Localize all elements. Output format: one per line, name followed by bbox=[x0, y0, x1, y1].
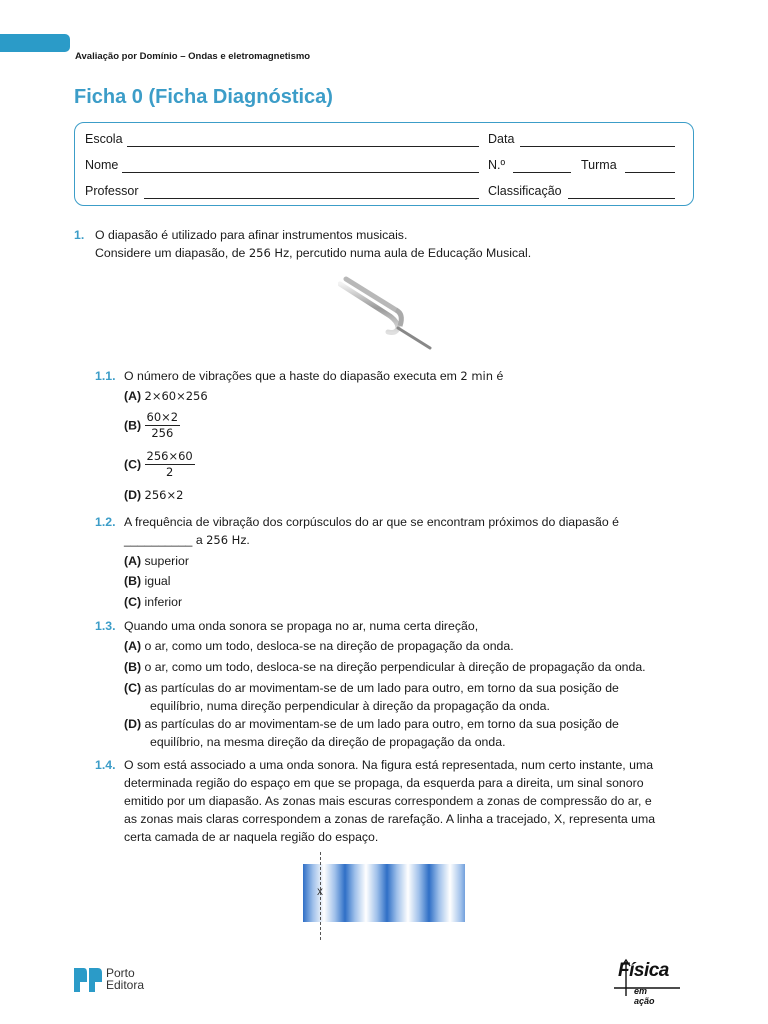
tuning-fork-image bbox=[338, 276, 434, 351]
data-label: Data bbox=[488, 132, 515, 146]
q13-option-b[interactable]: (B) o ar, como um todo, desloca-se na direção perpendicular à direção de propagação da onda. bbox=[124, 660, 646, 674]
question-1-2-line2: __________ a 256 Hz. bbox=[124, 533, 250, 547]
question-1-2 bbox=[95, 513, 715, 549]
classificacao-label: Classificação bbox=[488, 184, 562, 198]
q13-option-a[interactable]: (A) o ar, como um todo, desloca-se na direção de propagação da onda. bbox=[124, 639, 514, 653]
question-1-line1: O diapasão é utilizado para afinar instrumentos musicais. bbox=[95, 228, 408, 242]
question-1-4-number: 1.4. bbox=[95, 758, 116, 772]
classificacao-field[interactable] bbox=[568, 198, 675, 199]
brand-subtitle: em ação bbox=[634, 986, 655, 1006]
question-1-line2: Considere um diapasão, de 256 Hz, percutido numa aula de Educação Musical. bbox=[95, 246, 532, 260]
q11-option-d[interactable]: (D) 256×2 bbox=[124, 488, 184, 502]
page-subtitle: Avaliação por Domínio – Ondas e eletromagnetismo bbox=[75, 51, 311, 62]
q12-option-c[interactable]: (C) inferior bbox=[124, 595, 183, 609]
professor-field[interactable] bbox=[144, 198, 479, 199]
escola-field[interactable] bbox=[127, 146, 479, 147]
form-row-nome bbox=[85, 158, 683, 176]
page-tab-marker bbox=[0, 34, 70, 52]
question-1-4-line: emitido por um diapasão. As zonas mais escuras correspondem a zonas de compressão do ar, e bbox=[124, 794, 652, 808]
professor-label: Professor bbox=[85, 184, 139, 198]
turma-label: Turma bbox=[581, 158, 617, 172]
question-1-4-line: determinada região do espaço em que se propaga, da esquerda para a direita, um sinal sonoro bbox=[124, 776, 644, 790]
q11-option-b-fraction: $\frac{60\times 2}{256}$ bbox=[146, 410, 179, 440]
question-1 bbox=[74, 226, 714, 262]
question-1-3-number: 1.3. bbox=[95, 619, 116, 633]
question-1-4-line: certa camada de ar naquela região do espaço. bbox=[124, 830, 379, 844]
nome-label: Nome bbox=[85, 158, 119, 172]
nome-field[interactable] bbox=[122, 172, 479, 173]
question-1-4 bbox=[95, 756, 715, 846]
question-1-4-line: as zonas mais claras correspondem a zonas de rarefação. A linha a tracejado, X, representa uma bbox=[124, 812, 656, 826]
escola-label: Escola bbox=[85, 132, 123, 146]
page-title: Ficha 0 (Ficha Diagnóstica) bbox=[74, 86, 333, 108]
question-1-3-stem: Quando uma onda sonora se propaga no ar, numa certa direção, bbox=[124, 619, 479, 633]
form-row-escola bbox=[85, 132, 683, 150]
question-1-4-line: O som está associado a uma onda sonora. Na figura está representada, num certo instante, uma bbox=[124, 758, 654, 772]
sound-wave-figure bbox=[303, 864, 465, 922]
q12-option-a[interactable]: (A) superior bbox=[124, 554, 189, 568]
x-label: X bbox=[317, 887, 324, 897]
question-1-2-line1: A frequência de vibração dos corpúsculos do ar que se encontram próximos do diapasão é bbox=[124, 515, 619, 529]
question-1-3 bbox=[95, 617, 715, 635]
data-field[interactable] bbox=[520, 146, 675, 147]
q11-option-b[interactable]: (B) $\frac{60\times 2}{256}$ bbox=[124, 410, 179, 440]
publisher-name-2: Editora bbox=[106, 978, 145, 992]
porto-editora-icon bbox=[74, 968, 102, 992]
question-1-1-number: 1.1. bbox=[95, 369, 116, 383]
question-1-1-stem-b: é bbox=[496, 369, 504, 383]
question-1-2-number: 1.2. bbox=[95, 515, 116, 529]
time-value: 2 min bbox=[460, 369, 494, 383]
numero-label: N.º bbox=[488, 158, 506, 172]
q12-option-b[interactable]: (B) igual bbox=[124, 574, 171, 588]
question-1-1 bbox=[95, 367, 715, 385]
question-1-1-stem-a: O número de vibrações que a haste do diapasão executa em bbox=[124, 369, 457, 383]
question-1-number: 1. bbox=[74, 228, 85, 242]
publisher-name-1: Porto bbox=[106, 966, 135, 980]
turma-field[interactable] bbox=[625, 172, 675, 173]
q13-option-c[interactable]: (C) as partículas do ar movimentam-se de um lado para outro, em torno da sua posição de equilíbrio, numa direção perpendicular à direção da propagação da onda. bbox=[124, 681, 619, 713]
answer-blank[interactable]: __________ bbox=[124, 533, 193, 547]
q11-option-a[interactable]: (A) 2×60×256 bbox=[124, 389, 208, 403]
brand-title: Física bbox=[618, 960, 669, 981]
q11-option-c[interactable]: (C) $\frac{256\times 60}{2}$ bbox=[124, 449, 193, 479]
q13-option-d[interactable]: (D) as partículas do ar movimentam-se de um lado para outro, em torno da sua posição de equilíbrio, na mesma direção da direção de propagação da onda. bbox=[124, 717, 619, 749]
numero-field[interactable] bbox=[513, 172, 571, 173]
identification-box bbox=[74, 122, 694, 206]
frequency-value: 256 Hz bbox=[248, 246, 290, 260]
form-row-professor bbox=[85, 184, 683, 202]
q11-option-c-fraction: $\frac{256\times 60}{2}$ bbox=[146, 449, 193, 479]
